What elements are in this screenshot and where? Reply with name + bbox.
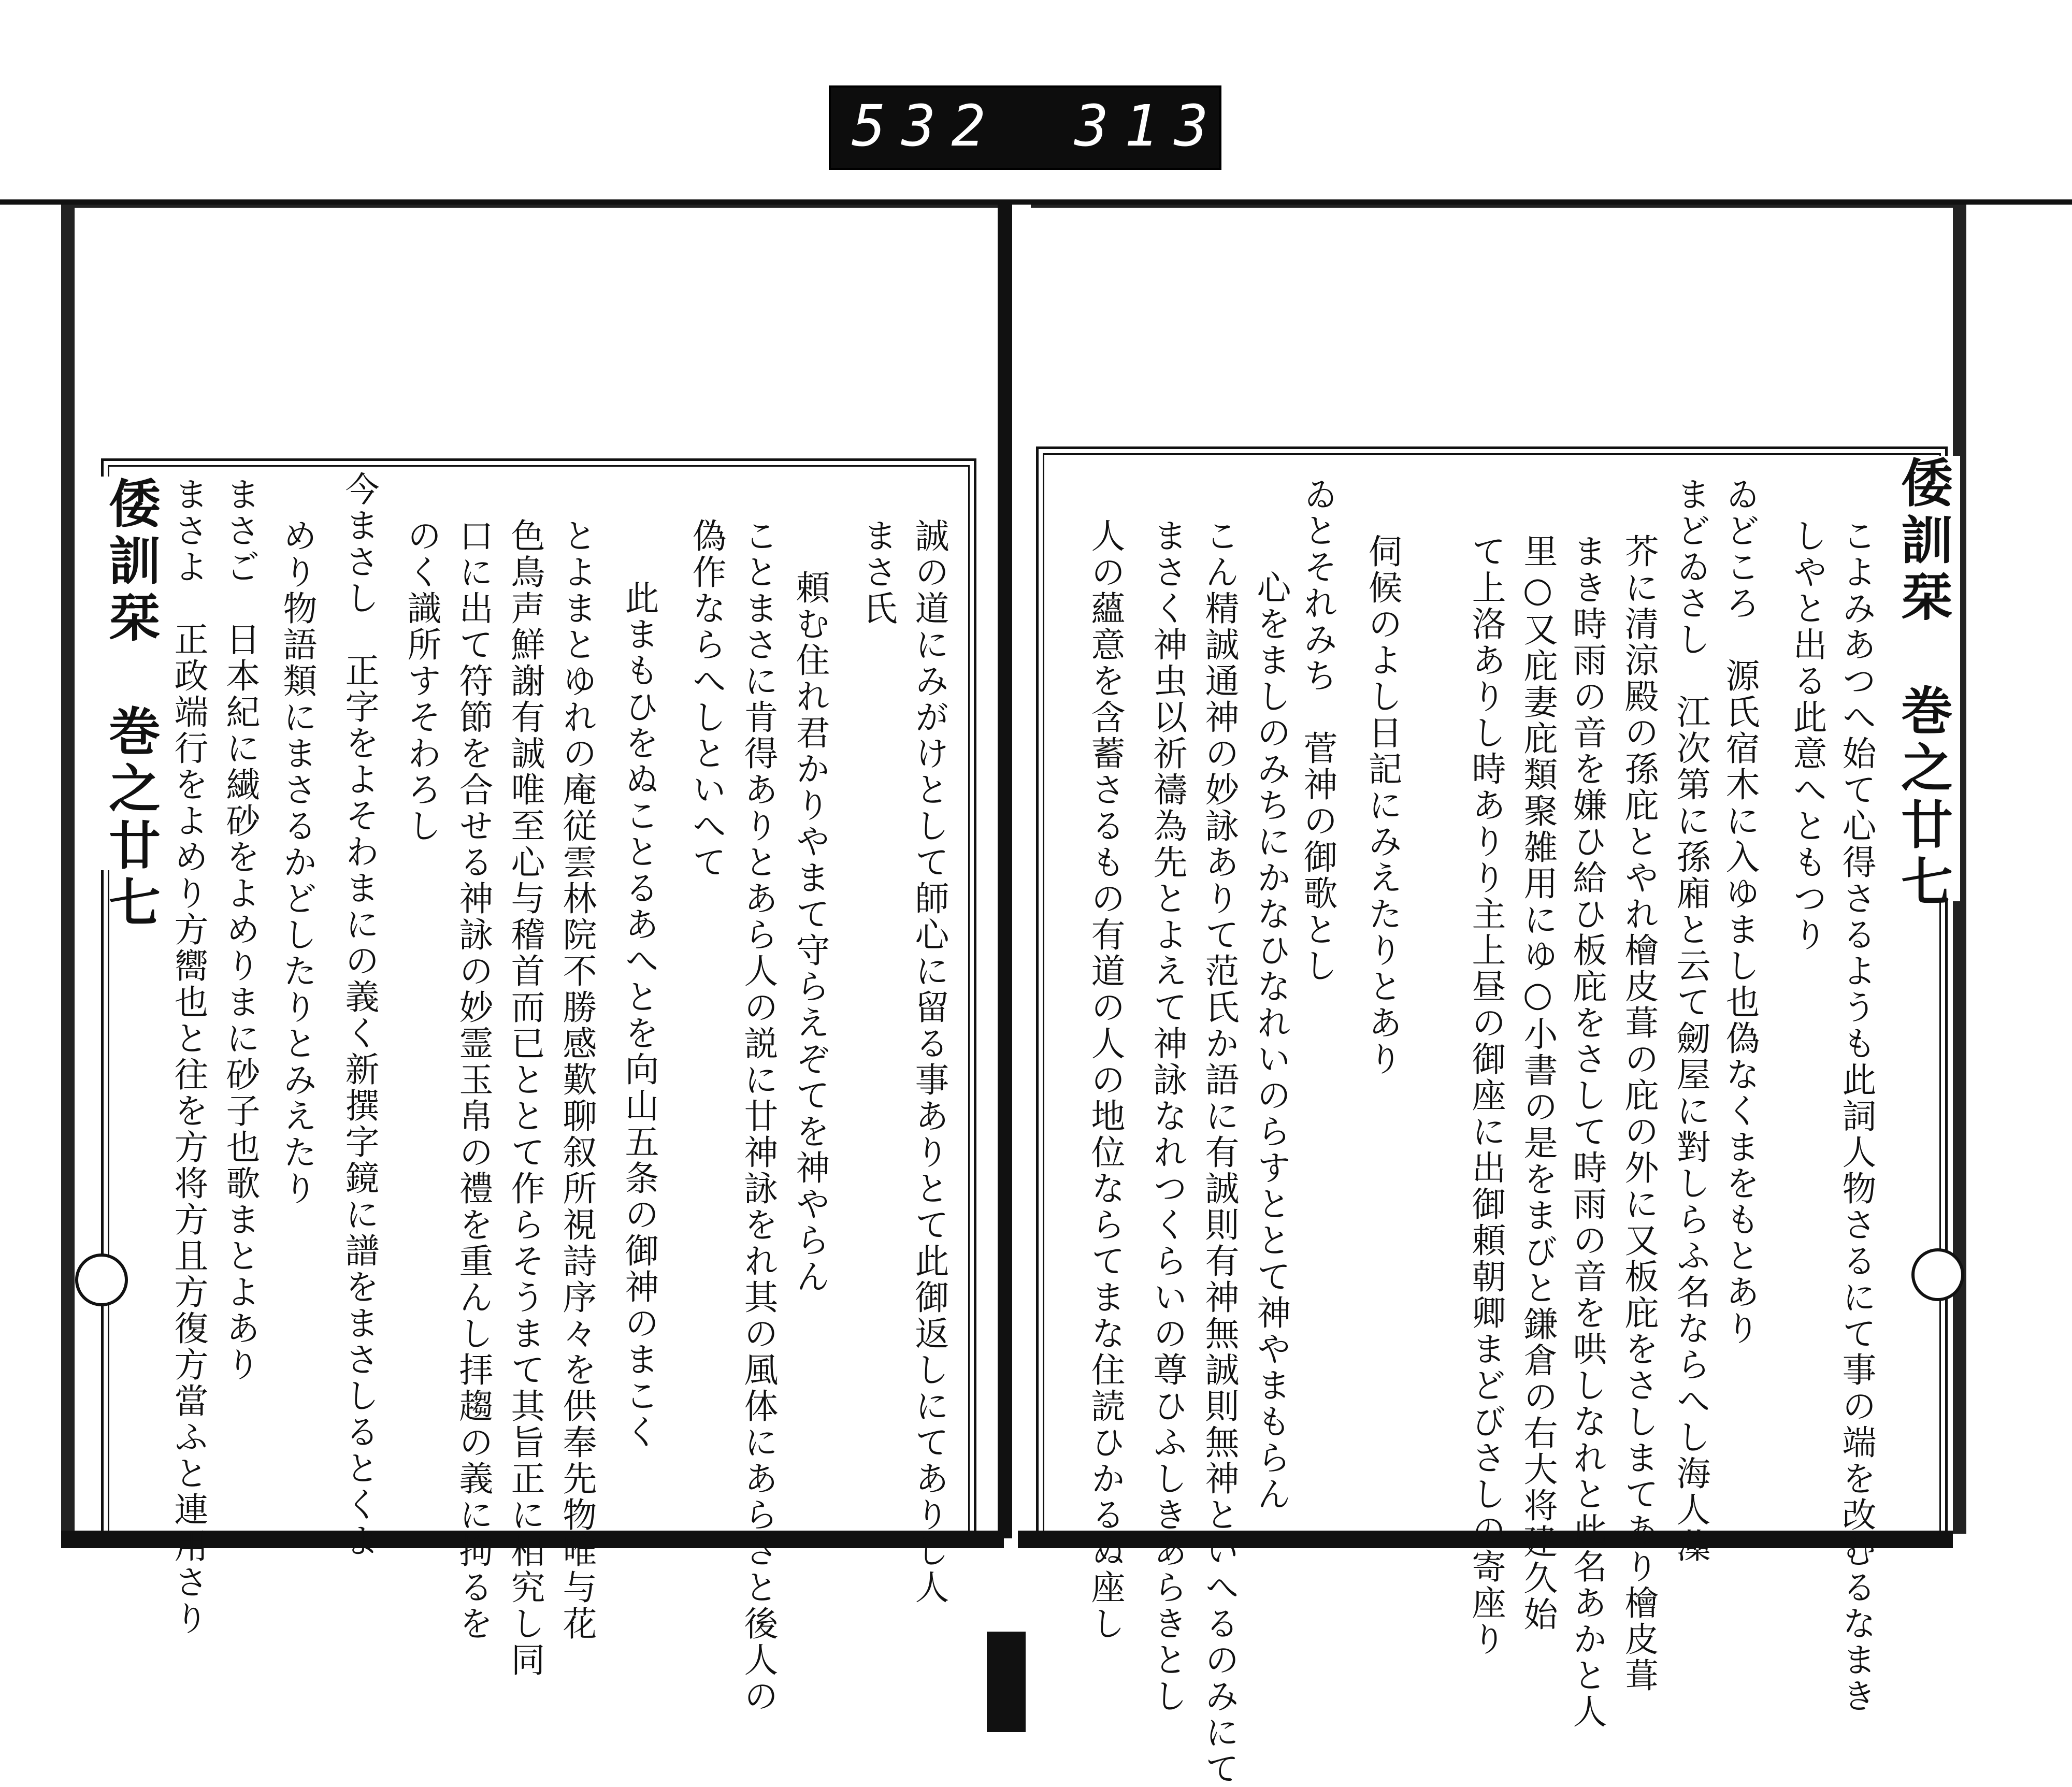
plate-left-number: 532 — [852, 93, 1001, 159]
right-col-6: まき時雨の音を嫌ひ給ひ板庇をさして時雨の音を哄しなれと此名あかと人 — [1567, 534, 1607, 1730]
left-col-6: 此まもひをぬことるあへとを向山五条の御神のまこく — [619, 580, 659, 1450]
left-col-12: めり物語類にまさるかどしたりとみえたり — [277, 518, 317, 1207]
right-col-5: 芥に清涼殿の孫庇とやれ檜皮葺の庇の外に又板庇をさしまてあり檜皮葺 — [1619, 534, 1659, 1694]
right-col-9: 伺候のよし日記にみえたりとあり — [1362, 534, 1402, 1077]
right-leaf-mark — [1911, 1248, 1964, 1301]
left-col-3: 頼む住れ君かりやまて守らえぞてを神やらん — [790, 570, 830, 1295]
call-number-plate — [829, 85, 1224, 170]
right-col-12: こん精誠通神の妙詠ありて范氏か語に有誠則有神無誠則無神といへるのみにて — [1199, 518, 1239, 1787]
right-col-14: 人の蘊意を含蓄さるもの有道の人の地位ならてまな住読ひかるぬ座し — [1085, 518, 1125, 1642]
right-col-7: 里○又庇妻庇類聚雑用にゆ○小書の是をまびと鎌倉の右大将建久始 — [1518, 534, 1558, 1633]
left-leaf-mark — [75, 1253, 128, 1306]
left-col-7: とよまとゆれの庵従雲林院不勝感歎聊叙所視詩序々を供奉先物唯与花 — [557, 518, 597, 1642]
right-col-4: まどゐさし 江次第に孫廂と云て劒屋に對しらふ名ならへし海人藻 — [1671, 477, 1710, 1564]
right-col-11: 心をましのみちにかなひなれいのらすととて神やまもらん — [1251, 570, 1291, 1512]
right-col-13: まさく神虫以祈禱為先とよえて神詠なれつくらいの尊ひふしきあらきとし — [1147, 518, 1187, 1714]
center-gutter — [998, 202, 1012, 1538]
top-rule — [0, 199, 2072, 205]
left-col-13: まさご 日本紀に繊砂をよめりまに砂子也歌まとよあり — [220, 477, 260, 1383]
left-col-4: ことまさに肯得ありとあら人の説に廿神詠をれ其の風体にあらさと後人の — [738, 518, 778, 1714]
left-col-5: 偽作ならへしといへて — [686, 518, 726, 881]
left-col-14: まさよ 正政端行をよめり方嚮也と往を方将方且方復方當ふと連用さり — [168, 477, 208, 1637]
plate-right-number: 313 — [1074, 93, 1224, 159]
right-col-1: こよみあつへ始て心得さるようも此詞人物さるにて事の端を改むるなまき — [1836, 518, 1876, 1714]
right-col-10: ゐとそれみち 菅神の御歌とし — [1298, 477, 1337, 984]
right-col-3: ゐどころ 源氏宿木に入ゆまし也偽なくまをもとあり — [1720, 477, 1760, 1347]
left-col-11: 今まさし 正字をよそわまにの義く新撰字鏡に譜をまさしるとくよ — [339, 471, 379, 1559]
left-col-8: 色鳥声鮮謝有誠唯至心与稽首而已ととて作らそうまて其旨正に相究し同 — [505, 518, 545, 1678]
binding-spine — [987, 1632, 1026, 1732]
left-col-1: 誠の道にみがけとして師心に留る事ありとて此御返しにてありし人 — [909, 518, 949, 1606]
right-col-2: しやと出る此意へともつり — [1787, 518, 1827, 953]
left-col-2: まさ氏 — [857, 518, 897, 627]
left-col-9: 口に出て符節を合せる神詠の妙霊玉帛の禮を重んし拝趨の義に拘るを — [453, 518, 493, 1642]
left-col-10: のく識所すそわろし — [401, 518, 441, 844]
left-hashira: 倭訓栞 巻之廿七 — [93, 477, 168, 870]
right-col-8: て上洛ありし時ありり主上昼の御座に出御頼朝卿まどびさしの寄座り — [1466, 534, 1506, 1658]
right-hashira: 倭訓栞 巻之廿七 — [1886, 456, 1960, 901]
